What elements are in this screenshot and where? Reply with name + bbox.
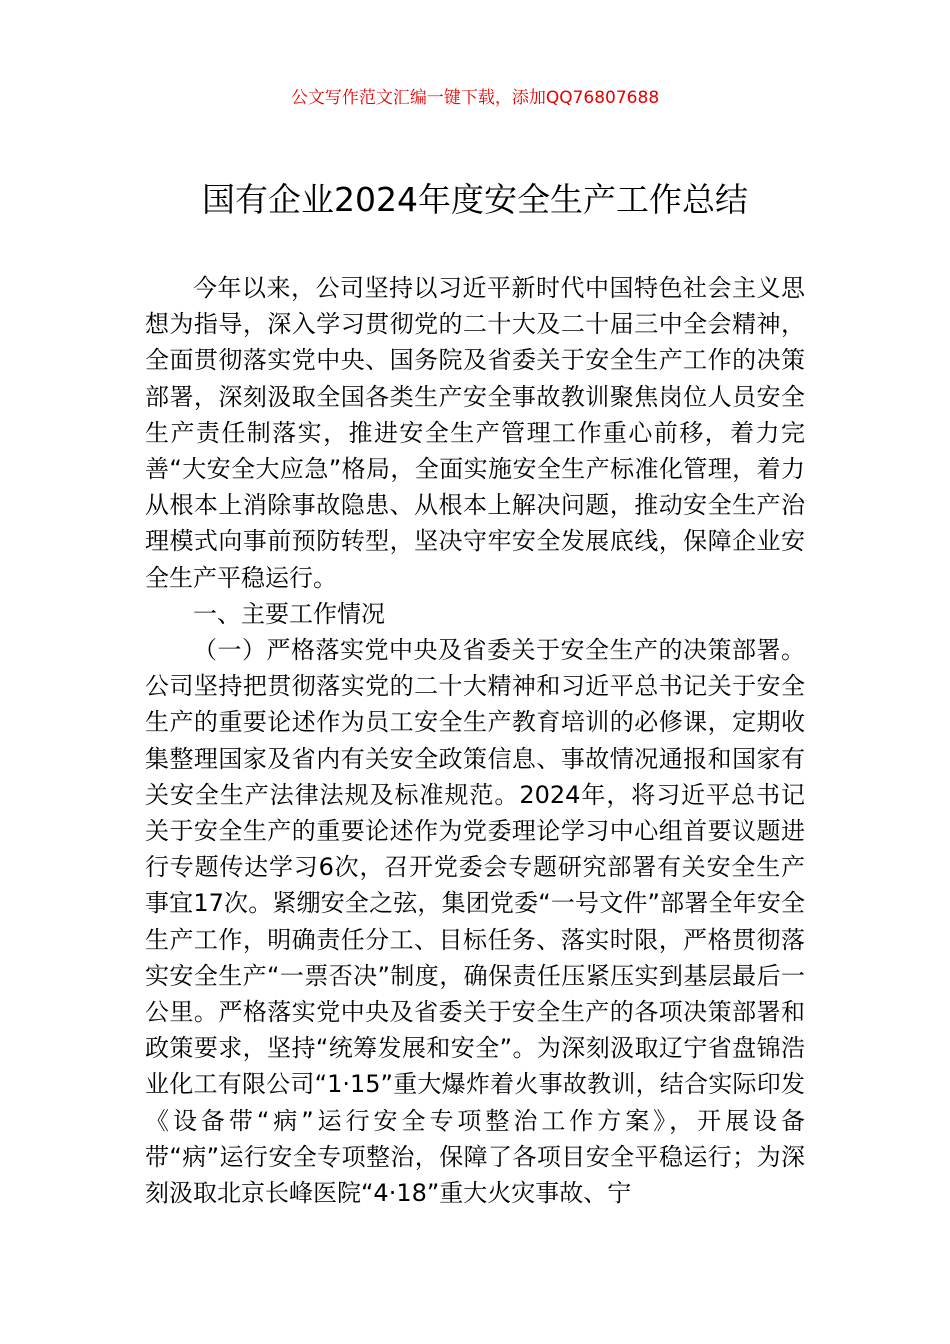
section-paragraph: （一）严格落实党中央及省委关于安全生产的决策部署。公司坚持把贯彻落实党的二十大精神和习近平总书记关于安全生产的重要论述作为员工安全生产教育培训的必修课，定期收集整理国家及省内有关安全政策信息、事故情况通报和国家有关安全生产法律法规及标准规范。2024年，将习近平总书记关于安全生产的重要论述作为党委理论学习中心组首要议题进行专题传达学习6次，召开党委会专题研究部署有关安全生产事宜17次。紧绷安全之弦，集团党委“一号文件”部署全年安全生产工作，明确责任分工、目标任务、落实时限，严格贯彻落实安全生产“一票否决”制度，确保责任压紧压实到基层最后一公里。严格落实党中央及省委关于安全生产的各项决策部署和政策要求，坚持“统筹发展和安全”。为深刻汲取辽宁省盘锦浩业化工有限公司“1·15”重大爆炸着火事故教训，结合实际印发《设备带“病”运行安全专项整治工作方案》，开展设备带“病”运行安全专项整治，保障了各项目安全平稳运行；为深刻汲取北京长峰医院“4·18”重大火灾事故、宁 bbox=[145, 636, 805, 1208]
intro-paragraph: 今年以来，公司坚持以习近平新时代中国特色社会主义思想为指导，深入学习贯彻党的二十大及二十届三中全会精神，全面贯彻落实党中央、国务院及省委关于安全生产工作的决策部署，深刻汲取全国各类生产安全事故教训聚焦岗位人员安全生产责任制落实，推进安全生产管理工作重心前移，着力完善“大安全大应急”格局，全面实施安全生产标准化管理，着力从根本上消除事故隐患、从根本上解决问题，推动安全生产治理模式向事前预防转型，坚决守牢安全发展底线，保障企业安全生产平稳运行。 bbox=[145, 274, 805, 592]
document-body bbox=[145, 270, 805, 1211]
download-watermark: 公文写作范文汇编一键下载，添加QQ76807688 bbox=[290, 88, 660, 108]
section-heading: 一、主要工作情况 bbox=[193, 599, 385, 628]
document-title: 国有企业2024年度安全生产工作总结 bbox=[202, 180, 748, 219]
